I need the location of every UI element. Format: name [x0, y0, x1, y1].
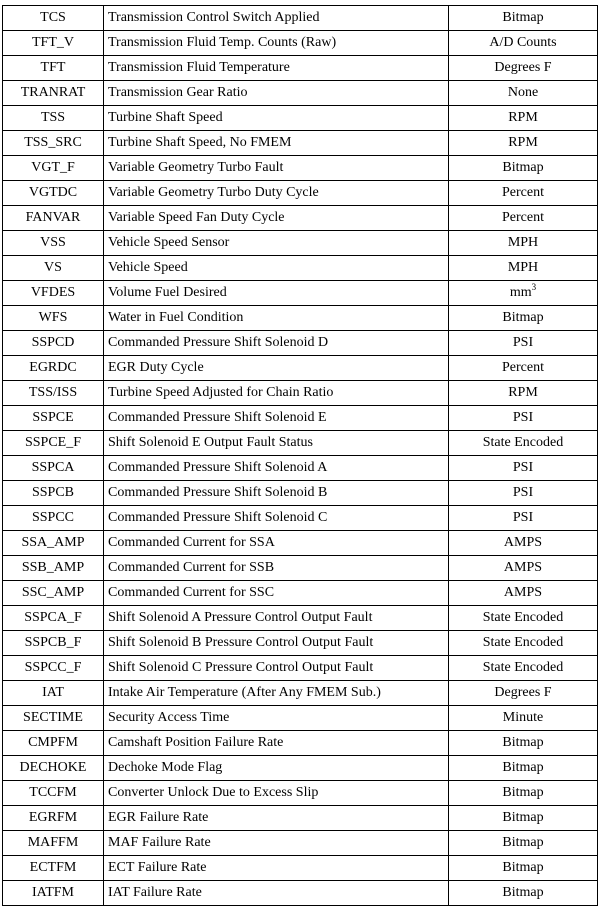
pid-abbreviation: EGRFM	[3, 806, 104, 831]
pid-units-text: MPH	[507, 260, 539, 275]
pid-units-text: A/D Counts	[489, 35, 557, 50]
pid-table-body	[3, 6, 598, 906]
table-row	[3, 406, 598, 431]
pid-units	[449, 81, 598, 106]
pid-units-text: AMPS	[503, 535, 543, 550]
table-row	[3, 156, 598, 181]
pid-description: Shift Solenoid E Output Fault Status	[104, 431, 449, 456]
pid-units	[449, 406, 598, 431]
pid-abbreviation: SSPCB_F	[3, 631, 104, 656]
table-row	[3, 6, 598, 31]
pid-units-text: AMPS	[503, 560, 543, 575]
pid-units	[449, 6, 598, 31]
pid-units-text: Degrees F	[494, 60, 552, 75]
pid-units-text: RPM	[508, 385, 538, 400]
pid-description: IAT Failure Rate	[104, 881, 449, 906]
pid-description: Transmission Fluid Temp. Counts (Raw)	[104, 31, 449, 56]
pid-abbreviation: FANVAR	[3, 206, 104, 231]
pid-abbreviation: SECTIME	[3, 706, 104, 731]
table-row	[3, 581, 598, 606]
pid-description: Commanded Pressure Shift Solenoid C	[104, 506, 449, 531]
table-row	[3, 556, 598, 581]
pid-abbreviation: SSPCA_F	[3, 606, 104, 631]
pid-description: Variable Geometry Turbo Duty Cycle	[104, 181, 449, 206]
pid-abbreviation: IATFM	[3, 881, 104, 906]
table-row	[3, 606, 598, 631]
pid-description: Vehicle Speed	[104, 256, 449, 281]
pid-units	[449, 356, 598, 381]
pid-units-text: Bitmap	[502, 735, 544, 750]
pid-units-text: AMPS	[503, 585, 543, 600]
pid-abbreviation: SSPCE_F	[3, 431, 104, 456]
pid-units-text: Degrees F	[494, 685, 552, 700]
pid-units-text: Bitmap	[502, 785, 544, 800]
pid-abbreviation: SSB_AMP	[3, 556, 104, 581]
pid-units	[449, 431, 598, 456]
pid-units-text: mm	[509, 285, 532, 300]
pid-units-text: State Encoded	[482, 435, 564, 450]
pid-units	[449, 806, 598, 831]
pid-description: Dechoke Mode Flag	[104, 756, 449, 781]
pid-abbreviation: WFS	[3, 306, 104, 331]
pid-abbreviation: TCS	[3, 6, 104, 31]
table-row	[3, 331, 598, 356]
pid-units	[449, 606, 598, 631]
table-row	[3, 281, 598, 306]
pid-units-text: State Encoded	[482, 660, 564, 675]
table-row	[3, 381, 598, 406]
pid-units	[449, 781, 598, 806]
pid-description: Vehicle Speed Sensor	[104, 231, 449, 256]
pid-abbreviation: SSPCB	[3, 481, 104, 506]
pid-units	[449, 506, 598, 531]
pid-description: Shift Solenoid A Pressure Control Output Fault	[104, 606, 449, 631]
pid-description: Variable Geometry Turbo Fault	[104, 156, 449, 181]
pid-units	[449, 631, 598, 656]
pid-abbreviation: ECTFM	[3, 856, 104, 881]
pid-units	[449, 381, 598, 406]
table-row	[3, 81, 598, 106]
table-row	[3, 56, 598, 81]
pid-abbreviation: SSA_AMP	[3, 531, 104, 556]
pid-description: Commanded Pressure Shift Solenoid B	[104, 481, 449, 506]
pid-abbreviation: SSPCE	[3, 406, 104, 431]
table-row	[3, 256, 598, 281]
pid-description: Converter Unlock Due to Excess Slip	[104, 781, 449, 806]
pid-units	[449, 556, 598, 581]
table-row	[3, 456, 598, 481]
pid-units-text: Percent	[502, 210, 544, 225]
pid-units-text: Bitmap	[502, 10, 544, 25]
pid-units-text: Bitmap	[502, 160, 544, 175]
pid-abbreviation: SSC_AMP	[3, 581, 104, 606]
pid-description: Intake Air Temperature (After Any FMEM Sub.)	[104, 681, 449, 706]
pid-abbreviation: DECHOKE	[3, 756, 104, 781]
pid-units	[449, 731, 598, 756]
pid-units	[449, 56, 598, 81]
pid-abbreviation: TSS/ISS	[3, 381, 104, 406]
pid-units	[449, 181, 598, 206]
pid-units-text: Bitmap	[502, 860, 544, 875]
pid-description: Commanded Pressure Shift Solenoid A	[104, 456, 449, 481]
table-row	[3, 231, 598, 256]
pid-units-text: Minute	[502, 710, 544, 725]
pid-units	[449, 581, 598, 606]
pid-units-text: PSI	[512, 410, 534, 425]
pid-abbreviation: TFT	[3, 56, 104, 81]
table-row	[3, 131, 598, 156]
table-row	[3, 306, 598, 331]
pid-units-text: Bitmap	[502, 835, 544, 850]
table-row	[3, 206, 598, 231]
pid-description: Transmission Control Switch Applied	[104, 6, 449, 31]
pid-units	[449, 231, 598, 256]
pid-abbreviation: SSPCC	[3, 506, 104, 531]
pid-units	[449, 681, 598, 706]
pid-description: EGR Failure Rate	[104, 806, 449, 831]
pid-abbreviation: VGT_F	[3, 156, 104, 181]
table-row	[3, 731, 598, 756]
pid-table	[2, 5, 598, 906]
pid-description: EGR Duty Cycle	[104, 356, 449, 381]
pid-units-text: Bitmap	[502, 760, 544, 775]
pid-description: Security Access Time	[104, 706, 449, 731]
pid-abbreviation: CMPFM	[3, 731, 104, 756]
pid-units-text: Bitmap	[502, 885, 544, 900]
table-row	[3, 781, 598, 806]
table-row	[3, 631, 598, 656]
pid-units	[449, 756, 598, 781]
pid-description: Shift Solenoid C Pressure Control Output Fault	[104, 656, 449, 681]
pid-units	[449, 31, 598, 56]
pid-description: Commanded Current for SSC	[104, 581, 449, 606]
pid-abbreviation: TSS	[3, 106, 104, 131]
pid-units-text: Percent	[502, 360, 544, 375]
pid-description: MAF Failure Rate	[104, 831, 449, 856]
pid-abbreviation: IAT	[3, 681, 104, 706]
pid-units	[449, 131, 598, 156]
pid-description: ECT Failure Rate	[104, 856, 449, 881]
pid-description: Variable Speed Fan Duty Cycle	[104, 206, 449, 231]
pid-units-text: PSI	[512, 510, 534, 525]
table-row	[3, 181, 598, 206]
table-row	[3, 431, 598, 456]
pid-units-text: State Encoded	[482, 610, 564, 625]
table-row	[3, 756, 598, 781]
pid-abbreviation: VS	[3, 256, 104, 281]
pid-units-text: Bitmap	[502, 810, 544, 825]
table-row	[3, 681, 598, 706]
table-row	[3, 31, 598, 56]
pid-units	[449, 256, 598, 281]
pid-description: Water in Fuel Condition	[104, 306, 449, 331]
table-row	[3, 531, 598, 556]
pid-units	[449, 106, 598, 131]
pid-description: Commanded Pressure Shift Solenoid D	[104, 331, 449, 356]
table-row	[3, 831, 598, 856]
pid-abbreviation: TFT_V	[3, 31, 104, 56]
pid-units	[449, 656, 598, 681]
table-row	[3, 856, 598, 881]
pid-description: Commanded Current for SSA	[104, 531, 449, 556]
pid-units-text: MPH	[507, 235, 539, 250]
pid-units	[449, 706, 598, 731]
pid-units-text: Percent	[502, 185, 544, 200]
pid-units	[449, 481, 598, 506]
pid-units-text: State Encoded	[482, 635, 564, 650]
pid-units-text: RPM	[508, 135, 538, 150]
pid-units-superscript: 3	[531, 282, 537, 292]
pid-abbreviation: EGRDC	[3, 356, 104, 381]
pid-abbreviation: MAFFM	[3, 831, 104, 856]
pid-description: Commanded Pressure Shift Solenoid E	[104, 406, 449, 431]
pid-description: Turbine Shaft Speed, No FMEM	[104, 131, 449, 156]
pid-units-text: RPM	[508, 110, 538, 125]
pid-abbreviation: VGTDC	[3, 181, 104, 206]
pid-units	[449, 856, 598, 881]
table-row	[3, 481, 598, 506]
pid-units	[449, 281, 598, 306]
pid-units	[449, 331, 598, 356]
pid-units-text: PSI	[512, 335, 534, 350]
pid-description: Transmission Fluid Temperature	[104, 56, 449, 81]
pid-units	[449, 531, 598, 556]
table-row	[3, 806, 598, 831]
pid-abbreviation: VSS	[3, 231, 104, 256]
pid-units	[449, 306, 598, 331]
pid-abbreviation: SSPCA	[3, 456, 104, 481]
pid-units-text: PSI	[512, 485, 534, 500]
pid-description: Transmission Gear Ratio	[104, 81, 449, 106]
pid-description: Commanded Current for SSB	[104, 556, 449, 581]
pid-units	[449, 456, 598, 481]
pid-abbreviation: SSPCD	[3, 331, 104, 356]
pid-description: Camshaft Position Failure Rate	[104, 731, 449, 756]
pid-abbreviation: SSPCC_F	[3, 656, 104, 681]
table-row	[3, 656, 598, 681]
table-row	[3, 881, 598, 906]
pid-description: Volume Fuel Desired	[104, 281, 449, 306]
pid-units	[449, 156, 598, 181]
pid-description: Turbine Speed Adjusted for Chain Ratio	[104, 381, 449, 406]
pid-abbreviation: VFDES	[3, 281, 104, 306]
pid-description: Turbine Shaft Speed	[104, 106, 449, 131]
pid-description: Shift Solenoid B Pressure Control Output Fault	[104, 631, 449, 656]
pid-abbreviation: TRANRAT	[3, 81, 104, 106]
pid-abbreviation: TSS_SRC	[3, 131, 104, 156]
table-row	[3, 356, 598, 381]
pid-abbreviation: TCCFM	[3, 781, 104, 806]
pid-units-text: None	[507, 85, 539, 100]
pid-units	[449, 831, 598, 856]
table-row	[3, 706, 598, 731]
pid-units-text: PSI	[512, 460, 534, 475]
table-row	[3, 506, 598, 531]
pid-units-text: Bitmap	[502, 310, 544, 325]
pid-units	[449, 206, 598, 231]
table-row	[3, 106, 598, 131]
pid-units	[449, 881, 598, 906]
